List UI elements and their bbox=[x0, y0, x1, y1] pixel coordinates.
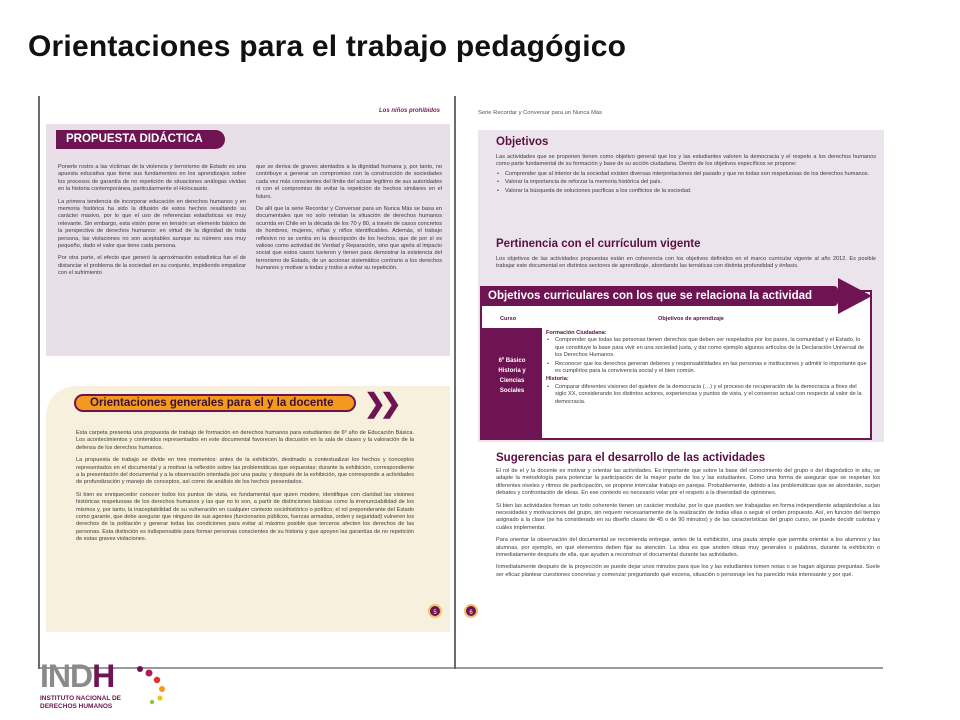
subheading: Formación Ciudadana: bbox=[546, 330, 607, 336]
paragraph: Si bien las actividades forman un todo coherente tienen un carácter modular, por lo que pueden ser trabajadas en forma independiente adaptándolas a las necesidades y motivaciones del grupo, sin requerir necesariamente de la realización de todas ellas o seguir el orden propuesto. Así, en función del tiempo asignado a la clase (se ha considerado en su diseño clases de 45 o de 90 minutos) y de las características del grupo curso, se puede decidir cuántas y cuáles implementar. bbox=[496, 502, 880, 531]
list-item: • Comparar diferentes visiones del quiebre de la democracia (…) y el proceso de recuperación de la democracia a fines del siglo XX, considerando los distintos actores, experiencias y puntos de vista, y el consenso actual con respecto al valor de la democracia. bbox=[546, 384, 868, 406]
paragraph: El rol de el y la docente es motivar y orientar las actividades. Es importante que sobre la base del conocimiento del grupo o del diagnóstico in situ, se adapte la metodología para potenciar la participación de la mayor parte de los y las estudiantes. Como una forma de asegurar que se respetan los diferentes niveles y ritmos de participación, se propone intercalar trabajo en parejas. Probablemente, debido a las problemáticas que se abordarán, surjan debates y confrontación de ideas. En ese contexto es necesario velar por el respeto a la diversidad de opiniones. bbox=[496, 468, 880, 497]
logo-subtitle-line: INSTITUTO NACIONAL DE bbox=[40, 695, 122, 702]
orientaciones-panel bbox=[46, 386, 450, 632]
paragraph: La primera tendencia de incorporar educación en derechos humanos y en memoria histórica ha sido la difusión de estos hechos resaltando su carácter masivo, por lo que el uso de referencias estadísticas es muy relevante. Sin embargo, esta visión pone en tensión un elemento básico de la perspectiva de derechos humanos: en virtud de la dignidad de toda persona, las violaciones no son aceptables aunque su número sea muy pequeño, dado el valor que tiene cada persona. bbox=[58, 198, 246, 250]
list-item: • Valorar la búsqueda de soluciones pacíficas a los conflictos de la sociedad. bbox=[496, 188, 876, 195]
curricular-header-row bbox=[482, 314, 870, 326]
paragraph: Las actividades que se proponen tienen como objetivo general que los y las estudiantes valoren la democracia y el respeto a los derechos humanos como parte fundamental de su formación y base de su acción ciudadana. Dentro de los objetivos específicos se propone: bbox=[496, 154, 876, 168]
logo-dots-icon bbox=[132, 663, 192, 707]
propuesta-column-1 bbox=[58, 164, 246, 283]
right-page bbox=[454, 96, 883, 669]
left-page bbox=[38, 96, 454, 669]
pertinencia-text bbox=[496, 256, 876, 276]
propuesta-panel bbox=[46, 124, 450, 356]
paragraph: Por otra parte, el efecto que generó la aproximación estadística fue el de distanciar el problema de la sociedad en su conjunto, impidiendo empatizar con el sufrimiento bbox=[58, 255, 246, 277]
list-item: • Valorar la importancia de reforzar la memoria histórica del país. bbox=[496, 179, 876, 186]
list-item: • Comprender que al interior de la sociedad existen diversas interpretaciones del pasado y que no todas son respetuosas de los derechos humanos. bbox=[496, 171, 876, 178]
objectives-list bbox=[546, 384, 868, 406]
page-number-right: 6 bbox=[464, 604, 478, 618]
paragraph: Los objetivos de las actividades propuestas están en coherencia con los objetivos definidos en el marco curricular vigente al año 2012. Es posible trabajar este documental en distintos sectores de aprendizaje, abordando las temáticas con distinta profundidad y énfasis. bbox=[496, 256, 876, 270]
logo-subtitle-line: DERECHOS HUMANOS bbox=[40, 702, 113, 710]
sugerencias-text bbox=[496, 468, 880, 584]
course-line: Historia y bbox=[498, 368, 526, 374]
subheading: Historia: bbox=[546, 376, 569, 383]
objectives-cell bbox=[546, 330, 868, 407]
paragraph: que se deriva de graves atentados a la dignidad humana y, por tanto, no contribuye a generar un compromiso con la construcción de sociedades cada vez más conscientes del límite del actuar legítimo de sus autoridades ni con el compromiso de evitar la repetición de hechos similares en el futuro. bbox=[256, 164, 442, 200]
list-item: • Comprender que todas las personas tienen derechos que deben ser respetados por los pares, la comunidad y el Estado, lo que constituye la base para vivir en una sociedad justa, y dar como ejemplo algunos artículos de la Declaración Universal de los Derechos Humanos. bbox=[546, 337, 868, 359]
course-line: 6º Básico bbox=[498, 358, 526, 364]
curricular-title: Objetivos curriculares con los que se relaciona la actividad bbox=[480, 286, 838, 306]
pertinencia-title: Pertinencia con el currículum vigente bbox=[496, 238, 701, 250]
arrow-icon bbox=[838, 278, 872, 314]
paragraph: Inmediatamente después de la proyección se puede dejar unos minutos para que los y las estudiantes tomen notas o se hagan algunas preguntas. Suele ser eficaz plantear cuestiones concretas y comenzar preguntando qué escena, situación o personaje les ha parecido más interesante y por qué. bbox=[496, 564, 880, 578]
column-header-curso: Curso bbox=[500, 316, 517, 322]
page-bottom-rule bbox=[456, 667, 883, 669]
logo-subtitle bbox=[40, 695, 121, 710]
indh-logo bbox=[40, 658, 122, 710]
paragraph: Para orientar la observación del documental se recomienda entregar, antes de la exhibición, una pauta simple que permita orientar a los alumnos y las alumnas, por ejemplo, en qué elementos deben fijar su atención. La idea es que anoten ideas muy generales o palabras, durante la exhibición o inmediatamente después de ella, que ayuden a reconstruir el documental durante las actividades. bbox=[496, 537, 880, 559]
logo-text-a: IND bbox=[40, 658, 93, 694]
page-number-left: 5 bbox=[428, 604, 442, 618]
left-running-head: Los niños prohibidos bbox=[379, 108, 440, 114]
paragraph: Si bien es enriquecedor conocer todos los puntos de vista, es fundamental que quien modere, identifique con claridad las visiones históricas respetuosas de los derechos humanos y las que no lo son, a partir de distinciones básicas como la irrenunciabilidad de los mismos y, por tanto, la inaceptabilidad de su vulneración en cualquier contexto sociohistórico o político; el rol preponderante del Estado como garante, que debe asegurar que ninguno de sus agentes (funcionarios públicos, fuerzas armadas, orden y seguridad) vulneren los derechos de la población y generar todas las condiciones para evitar al máximo posible que terceros afecten los derechos de las personas. Esta distinción es indispensable para formar personas conscientes de su historia y que apoyen las garantías de no repetición de estas graves violaciones. bbox=[76, 491, 415, 543]
paragraph: La propuesta de trabajo se divide en tres momentos: antes de la exhibición, destinado a contextualizar los hechos y conceptos representados en el documental y a motivar la reflexión sobre las problemáticas que expuestas; durante la exhibición, correspondiente a la presentación del documental y a la observación orientada por una pauta; y después de la exhibición, que corresponde a actividades de profundización y manejo de conceptos, así como de análisis de los hechos presentados. bbox=[76, 457, 414, 486]
objetivos-list bbox=[496, 171, 876, 195]
course-line: Sociales bbox=[499, 388, 525, 394]
sugerencias-title: Sugerencias para el desarrollo de las actividades bbox=[496, 452, 766, 464]
column-header-objetivos: Objetivos de aprendizaje bbox=[658, 316, 724, 322]
propuesta-column-2 bbox=[256, 164, 442, 278]
orientaciones-title: Orientaciones generales para el y la docente bbox=[74, 394, 356, 412]
objectives-list bbox=[546, 337, 868, 375]
objetivos-title: Objetivos bbox=[496, 136, 549, 148]
paragraph: De allí que la serie Recordar y Conversar para un Nunca Más se basa en documentales que no solo retratan la situación de derechos humanos ocurrida en Chile en la década de los 70 y 80, a través de casos concretos de hombres, mujeres, niñas y niños identificables. Además, el trabajo reflexivo no se centra en la descripción de los hechos, que de por sí es valioso como actividad de Verdad y Reparación, sino que apela al impacto social que estos casos tuvieron y tienen para demostrar la existencia del terrorismo de Estado, de un accionar sistemático contrario a los derechos humanos y motivar a todas y todos a evitar su repetición. bbox=[256, 206, 442, 272]
paragraph: Esta carpeta presenta una propuesta de trabajo de formación en derechos humanos para estudiantes de 6º año de Educación Básica. Los acontecimientos y contenidos representados en este documental favorecen la discusión en la sala de clases y la valoración de la defensa de los derechos humanos. bbox=[76, 430, 414, 451]
document-spread bbox=[38, 96, 883, 669]
course-line: Ciencias bbox=[499, 378, 525, 384]
objetivos-text bbox=[496, 154, 876, 196]
paragraph: Ponerle rostro a las víctimas de la violencia y terrorismo de Estado es una apuesta educativa que tiene sus fundamentos en los aprendizajes sobre los procesos de garantía de no repetición de situaciones análogas vividas en la historia contemporánea, particularmente el Holocausto. bbox=[58, 164, 246, 193]
course-cell bbox=[482, 328, 542, 438]
slide-title: Orientaciones para el trabajo pedagógico bbox=[28, 30, 627, 63]
curricular-table bbox=[480, 290, 872, 440]
double-chevron-icon: ❯❯ bbox=[364, 388, 396, 418]
logo-text-b: H bbox=[92, 658, 115, 694]
list-item: • Reconocer que los derechos generan deberes y responsabilidades en las personas e instituciones y admitir lo importante que es cumplirlos para la convivencia social y el bien común. bbox=[546, 361, 868, 376]
logo-wordmark bbox=[40, 658, 121, 694]
orientaciones-text bbox=[76, 430, 414, 549]
right-running-head: Serie Recordar y Conversar para un Nunca Más bbox=[478, 110, 603, 116]
propuesta-title: PROPUESTA DIDÁCTICA bbox=[56, 130, 225, 149]
